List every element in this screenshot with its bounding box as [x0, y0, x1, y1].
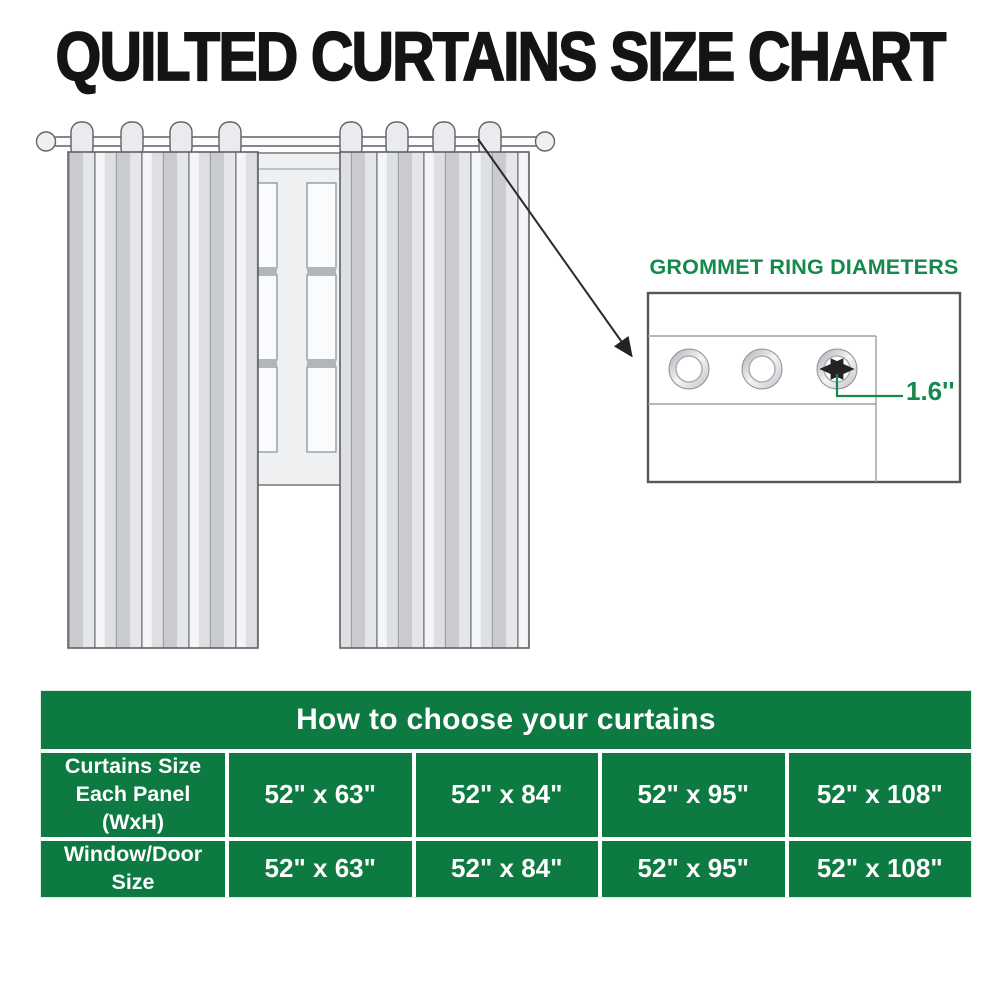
diameter-value-label: 1.6''	[906, 376, 955, 406]
page-title: QUILTED CURTAINS SIZE CHART	[55, 18, 945, 95]
size-cell	[789, 841, 972, 897]
size-cell: 52" x 95"	[602, 753, 785, 837]
size-cell	[602, 841, 785, 897]
size-cell: 52" x 108"	[789, 753, 972, 837]
row-label-window-door-size: Window/Door Size	[41, 841, 225, 897]
grommet-callout-title: GROMMET RING DIAMETERS	[649, 255, 959, 279]
row-label-curtains-size: Curtains Size Each Panel (WxH)	[41, 753, 225, 837]
grommet-ring-icon	[742, 349, 782, 389]
grommet-ring-icon	[669, 349, 709, 389]
curtain-illustration-svg	[0, 95, 1000, 685]
size-cell-text: 52" x 108"	[816, 853, 943, 884]
table-grid	[41, 753, 971, 897]
curtain-rod-icon	[37, 132, 555, 151]
curtain-illustration	[0, 95, 1000, 685]
table-title: How to choose your curtains	[41, 691, 971, 749]
size-cell-text: 52" x 95"	[637, 853, 749, 884]
size-cell	[229, 841, 412, 897]
size-cell-text: 52" x 84"	[451, 853, 563, 884]
left-curtain-panel	[68, 152, 258, 648]
right-curtain-panel	[340, 152, 529, 648]
size-cell: 52" x 84"	[416, 753, 599, 837]
size-cell-text: 52" x 63"	[264, 853, 376, 884]
size-cell: 52" x 63"	[229, 753, 412, 837]
size-cell	[416, 841, 599, 897]
size-chart-table	[40, 690, 972, 898]
